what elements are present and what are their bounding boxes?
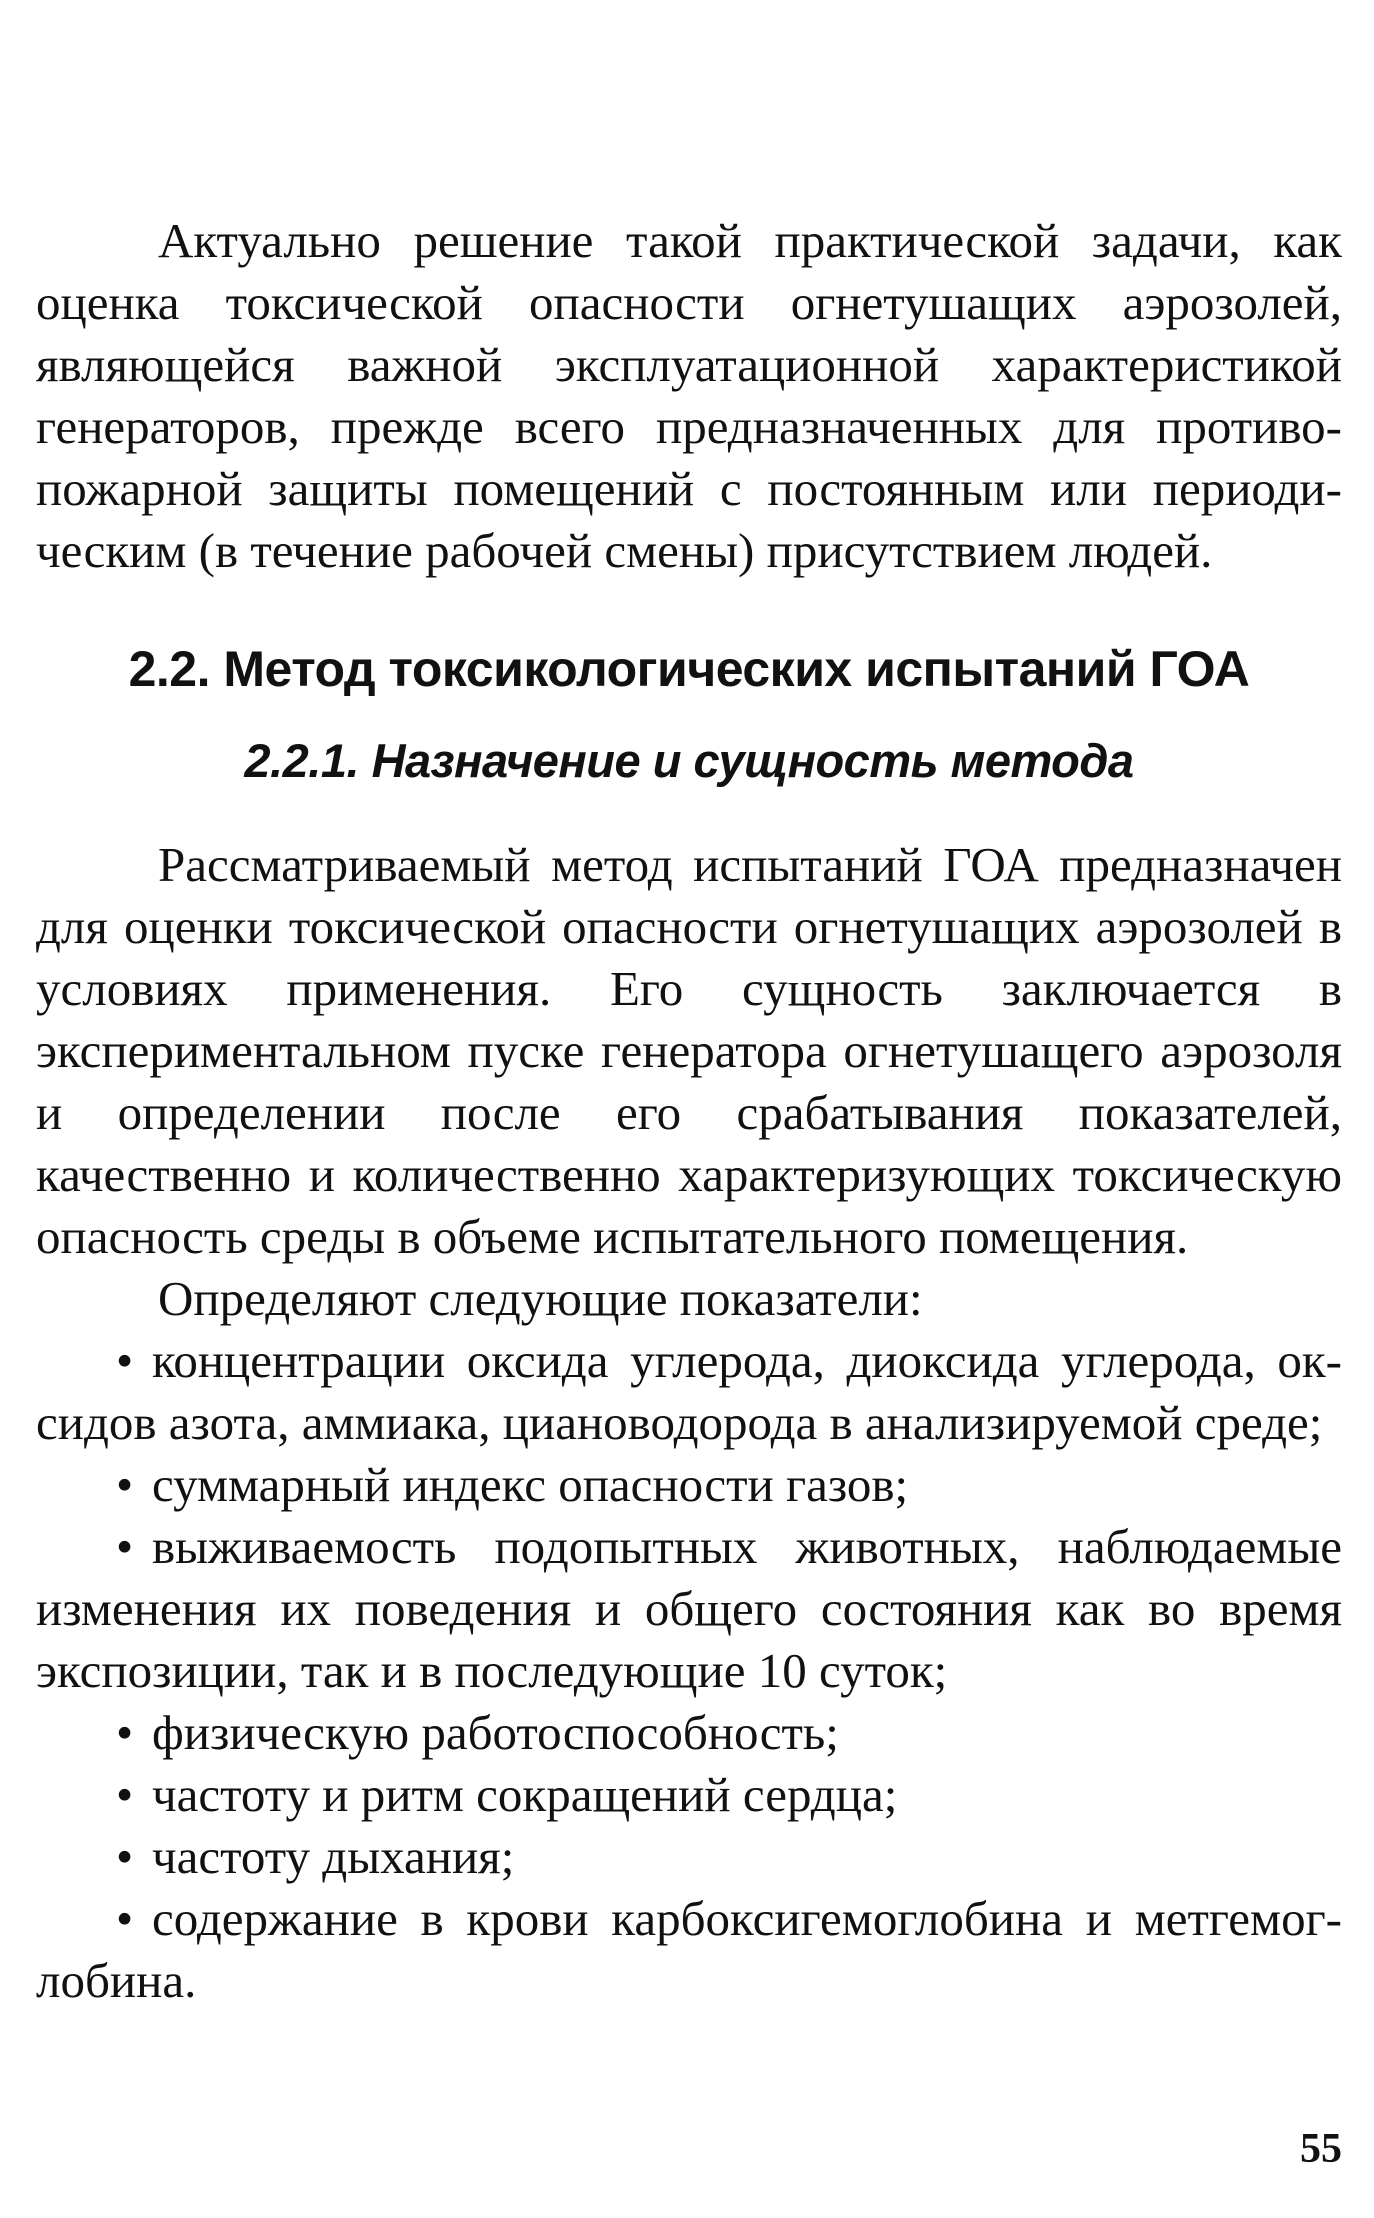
list-item xyxy=(36,1330,1342,1454)
list-item xyxy=(36,1888,1342,2012)
bullet-icon: • xyxy=(116,1333,134,1388)
bullet-icon: • xyxy=(116,1705,134,1760)
list-item-text: концентрации оксида углерода, диоксида углерода, оксидов азота, аммиака, циановодорода в анализируемой среде; xyxy=(36,1333,1342,1450)
list-item-text: частоту и ритм сокращений сердца; xyxy=(152,1767,898,1822)
list-item-text: содержание в крови карбоксигемоглобина и метгемоглобина. xyxy=(36,1891,1342,2008)
list-item xyxy=(36,1516,1342,1702)
subsection-heading: 2.2.1. Назначение и сущность метода xyxy=(244,734,1134,787)
section-heading: 2.2. Метод токсикологических испытаний ГОА xyxy=(128,641,1250,697)
bullet-icon: • xyxy=(116,1457,134,1512)
page-number: 55 xyxy=(1300,2126,1342,2172)
indicators-lead: Определяют следующие показатели: xyxy=(158,1271,923,1326)
bullet-icon: • xyxy=(116,1767,134,1822)
list-item-text: суммарный индекс опасности газов; xyxy=(152,1457,909,1512)
list-item xyxy=(36,1454,1342,1516)
list-item-text: частоту дыхания; xyxy=(152,1829,515,1884)
bullet-icon: • xyxy=(116,1829,134,1884)
bullet-icon: • xyxy=(116,1891,134,1946)
list-item xyxy=(36,1826,1342,1888)
indicators-list xyxy=(36,1330,1342,2012)
method-paragraph: Рассматриваемый метод испытаний ГОА предназначен для оценки токсической опасности огнетушащих аэрозолей в условиях применения. Его сущность заключается в экспериментальном пуске генератора огнетушащего аэрозоля и определении после его срабатывания показателей, качественно и количественно характеризующих токсическую опасность среды в объеме испытательного помещения. xyxy=(36,837,1342,1264)
list-item xyxy=(36,1702,1342,1764)
intro-paragraph: Актуально решение такой практической задачи, как оценка токсической опасности огнетушащих аэрозолей, являющейся важной эксплуатационной характеристикой генераторов, прежде всего предназначенных для противопожарной защиты помещений с постоянным или периодическим (в течение рабочей смены) присутствием людей. xyxy=(36,213,1342,578)
list-item-text: физическую работоспособность; xyxy=(152,1705,839,1760)
list-item xyxy=(36,1764,1342,1826)
bullet-icon: • xyxy=(116,1519,134,1574)
list-item-text: выживаемость подопытных животных, наблюдаемые изменения их поведения и общего состояния как во время экспозиции, так и в последующие 10 суток; xyxy=(36,1519,1342,1698)
book-page xyxy=(36,210,1342,2012)
